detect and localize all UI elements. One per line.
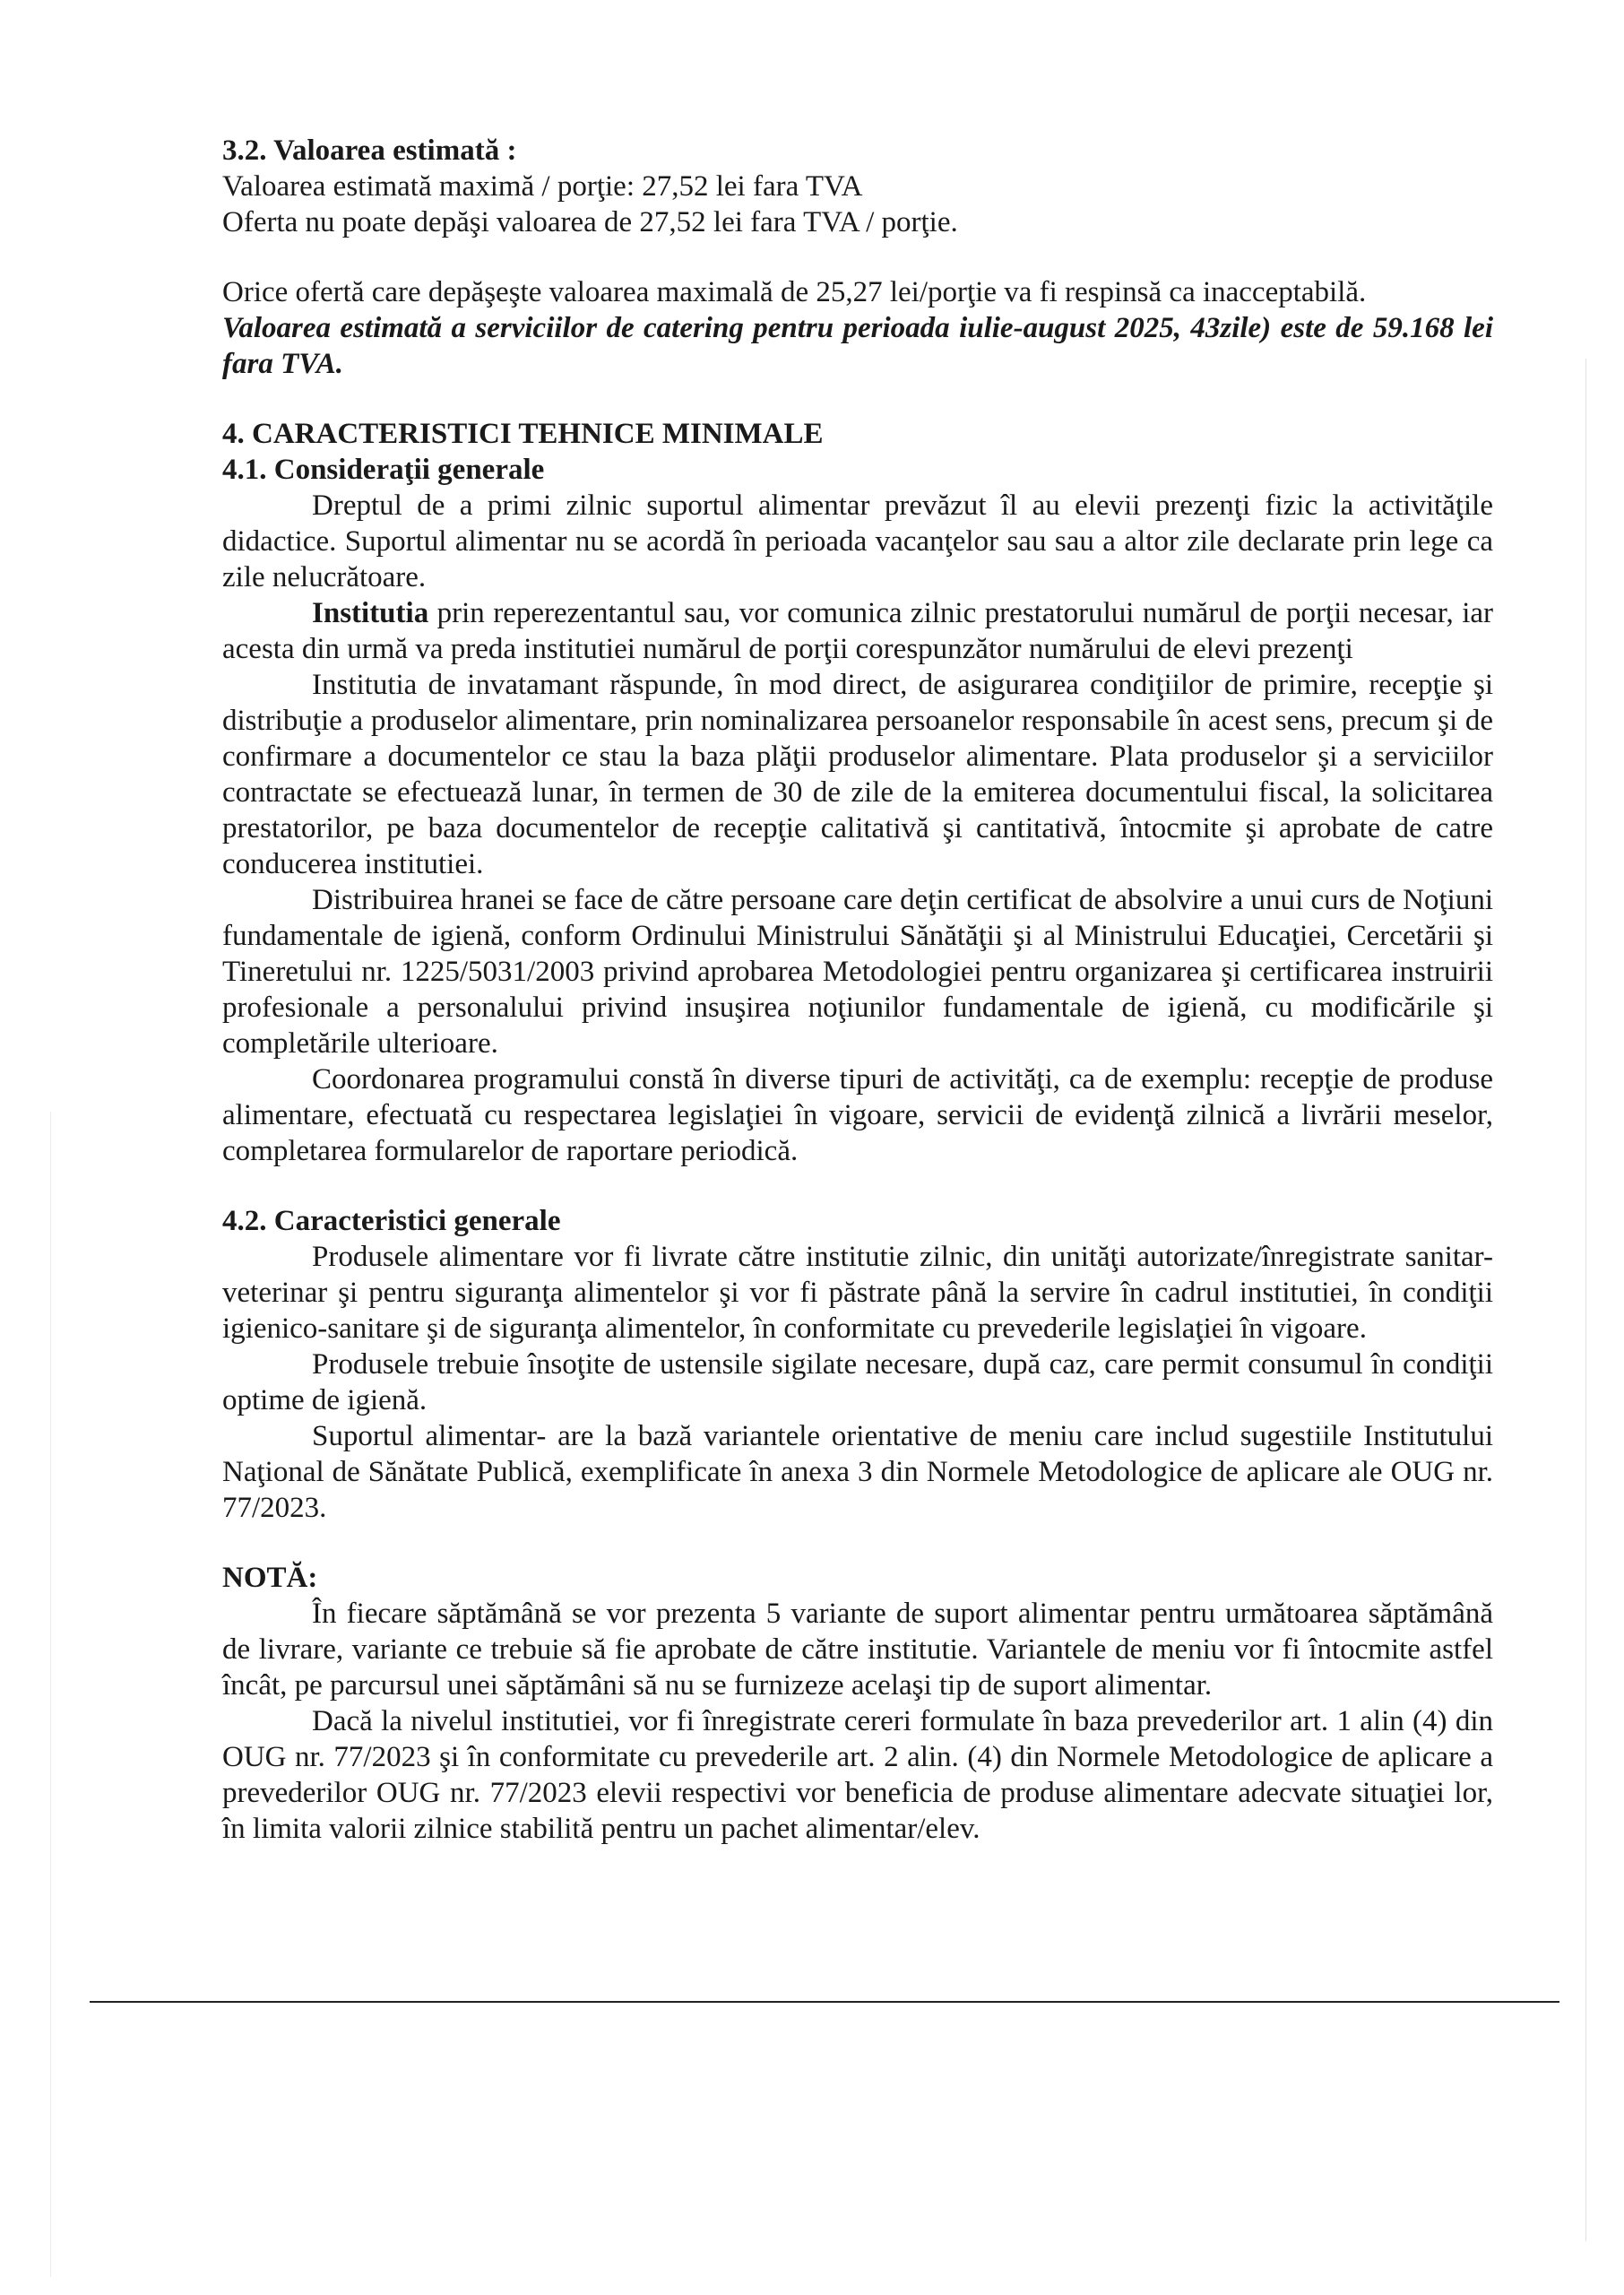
nota-paragraph-requests: Dacă la nivelul institutiei, vor fi înregistrate cereri formulate în baza prevederilor art. 1 alin (4) din OUG nr. 77/2023 şi în conformitate cu prevederile art. 2 alin. (4) din Normele Metodologice de aplicare a prevederilor OUG nr. 77/2023 elevii respectivi vor beneficia de produse alimentare adecvate situaţiei lor, în limita valorii zilnice stabilită pentru un pachet alimentar/elev. [222,1705,1493,1845]
footer-divider [90,2001,1559,2003]
section-4-1-heading: 4.1. Consideraţii generale [222,454,545,486]
paragraph-4-2-utensils: Produsele trebuie însoţite de ustensile sigilate necesare, după caz, care permit consumul în condiţii optime de igienă. [222,1348,1493,1416]
document-body [222,133,1493,1847]
scan-edge-right [1585,359,1586,2241]
paragraph-4-2-menu: Suportul alimentar- are la bază variantele orientative de meniu care includ sugestiile Institutului Naţional de Sănătate Publică, exemplificate în anexa 3 din Normele Metodologice de aplicare ale OUG nr. 77/2023. [222,1420,1493,1524]
paragraph-4-1-institution [222,595,1493,667]
nota-heading: NOTĂ: [222,1562,318,1594]
section-3-2-heading: 3.2. Valoarea estimată : [222,134,517,167]
paragraph-4-1-responsibility: Institutia de invatamant răspunde, în mod direct, de asigurarea condiţiilor de primire, recepţie şi distribuţie a produselor alimentare, prin nominalizarea persoanelor responsabile în acest sens, precum şi de confirmare a documentelor ce stau la baza plăţii produselor alimentare. Plata produselor şi a serviciilor contractate se efectuează lunar, în termen de 30 de zile de la emiterea documentului fiscal, la solicitarea prestatorilor, pe baza documentelor de recepţie calitativă şi cantitativă, întocmite şi aprobate de catre conducerea institutiei. [222,669,1493,880]
institution-bold-word: Institutia [312,597,429,629]
max-value-line: Valoarea estimată maximă / porţie: 27,52 lei fara TVA [222,170,863,203]
scan-edge-left [50,1112,51,2277]
institution-rest-text: prin reperezentantul sau, vor comunica zilnic prestatorului numărul de porţii necesar, iar acesta din urmă va preda institutiei numărul de porţii corespunzător numărului de elevi prezenţi [222,597,1493,665]
section-4-2-heading: 4.2. Caracteristici generale [222,1205,561,1237]
estimated-value-statement: Valoarea estimată a serviciilor de catering pentru perioada iulie-august 2025, 43zile) este de 59.168 lei fara TVA. [222,312,1493,380]
rejection-line: Orice ofertă care depăşeşte valoarea maximală de 25,27 lei/porţie va fi respinsă ca inacceptabilă. [222,276,1367,308]
paragraph-4-1-coordination: Coordonarea programului constă în diverse tipuri de activităţi, ca de exemplu: recepţie de produse alimentare, efectuată cu respectarea legislaţiei în vigoare, servicii de evidenţă zilnică a livrării meselor, completarea formularelor de raportare periodică. [222,1063,1493,1167]
paragraph-4-2-delivery: Produsele alimentare vor fi livrate către institutie zilnic, din unităţi autorizate/înregistrate sanitar-veterinar şi pentru siguranţa alimentelor şi vor fi păstrate până la servire în cadrul institutiei, în condiţii igienico-sanitare şi de siguranţa alimentelor, în conformitate cu prevederile legislaţiei în vigoare. [222,1241,1493,1345]
paragraph-4-1-rights: Dreptul de a primi zilnic suportul alimentar prevăzut îl au elevii prezenţi fizic la activităţile didactice. Suportul alimentar nu se acordă în perioada vacanţelor sau sau a altor zile declarate prin lege ca zile nelucrătoare. [222,489,1493,593]
section-4-heading: 4. CARACTERISTICI TEHNICE MINIMALE [222,418,824,450]
paragraph-4-1-distribution: Distribuirea hranei se face de către persoane care deţin certificat de absolvire a unui curs de Noţiuni fundamentale de igienă, conform Ordinului Ministrului Sănătăţii şi al Ministrului Educaţiei, Cercetării şi Tineretului nr. 1225/5031/2003 privind aprobarea Metodologiei pentru organizarea şi certificarea instruirii profesionale a personalului privind insuşirea noţiunilor fundamentale de igienă, cu modificările şi completările ulterioare. [222,884,1493,1060]
offer-limit-line: Oferta nu poate depăşi valoarea de 27,52 lei fara TVA / porţie. [222,206,958,238]
nota-paragraph-weekly: În fiecare săptămână se vor prezenta 5 variante de suport alimentar pentru următoarea săptămână de livrare, variante ce trebuie să fie aprobate de către institutie. Variantele de meniu vor fi întocmite astfel încât, pe parcursul unei săptămâni să nu se furnizeze acelaşi tip de suport alimentar. [222,1598,1493,1702]
